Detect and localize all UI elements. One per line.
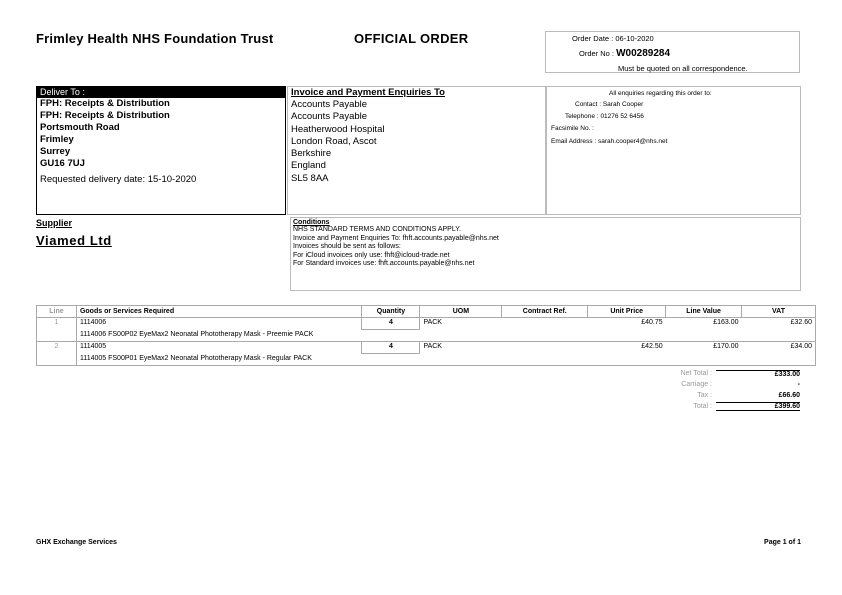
invoice-line: England [291, 160, 326, 172]
net-total-label: Net Total : [680, 370, 712, 377]
supplier-label: Supplier [36, 218, 73, 228]
item-quantity: 4 [362, 318, 420, 330]
tax-value: £66.60 [778, 392, 800, 399]
col-header-unit-price: Unit Price [588, 306, 666, 318]
requested-delivery-date: Requested delivery date: 15-10-2020 [40, 174, 197, 185]
item-uom: PACK [423, 343, 442, 350]
item-line-value: £163.00 [666, 318, 742, 330]
invoice-enquiries-box [287, 86, 546, 215]
col-header-line-value: Line Value [666, 306, 742, 318]
item-contract-ref [502, 318, 588, 330]
carriage-value: - [797, 381, 800, 388]
item-code: 1114005 [79, 343, 107, 350]
conditions-heading: Conditions [293, 219, 330, 226]
invoice-line: Accounts Payable [291, 99, 368, 110]
table-row [37, 342, 816, 354]
tax-label: Tax : [697, 392, 712, 399]
contact-name: Sarah Cooper [602, 101, 644, 108]
table-row-desc [37, 354, 816, 366]
contact-box [546, 86, 801, 215]
item-unit-price: £40.75 [588, 318, 666, 330]
deliver-line: GU16 7UJ [40, 158, 85, 169]
order-date-label: Order Date : [572, 34, 614, 43]
email-label: Email Address : [551, 138, 597, 145]
deliver-line: Portsmouth Road [40, 122, 120, 133]
invoice-line: SL5 8AA [291, 172, 329, 184]
col-header-quantity: Quantity [362, 306, 420, 318]
line-number: 1 [37, 318, 77, 342]
col-header-goods: Goods or Services Required [76, 306, 362, 318]
item-description: 1114006 FS00P02 EyeMax2 Neonatal Phototherapy Mask - Preemie PACK [76, 330, 419, 342]
contact-label: Contact : [575, 101, 602, 108]
item-description: 1114005 FS00P01 EyeMax2 Neonatal Phototherapy Mask - Regular PACK [76, 354, 419, 366]
deliver-line: Surrey [40, 146, 71, 157]
page-number: Page 1 of 1 [764, 539, 801, 546]
invoice-line: Berkshire [291, 148, 332, 160]
deliver-to-heading: Deliver To : [37, 87, 285, 98]
order-date: 06-10-2020 [615, 34, 654, 43]
order-items-table [36, 305, 816, 366]
condition-line: For Standard invoices use: fhft.accounts.payable@nhs.net [293, 260, 475, 267]
col-header-contract-ref: Contract Ref. [502, 306, 588, 318]
line-number: 2 [37, 342, 77, 366]
condition-line: For iCloud invoices only use: fhft@icloud-trade.net [293, 251, 450, 259]
invoice-line: Accounts Payable [291, 111, 368, 123]
net-total-value: £333.00 [716, 370, 800, 378]
order-info-box [545, 31, 800, 73]
condition-line: Invoice and Payment Enquiries To: fhft.accounts.payable@nhs.net [293, 234, 499, 242]
deliver-to-box [36, 86, 286, 215]
item-unit-price: £42.50 [641, 343, 663, 350]
order-number: W00289284 [616, 48, 671, 59]
footer-left: GHX Exchange Services [36, 539, 117, 546]
invoice-heading: Invoice and Payment Enquiries To [291, 87, 445, 98]
conditions-box [290, 217, 801, 291]
total-value: £399.60 [716, 402, 800, 411]
quote-note: Must be quoted on all correspondence. [618, 64, 748, 73]
email-address: sarah.cooper4@nhs.net [597, 138, 668, 145]
deliver-line: FPH: Receipts & Distribution [40, 98, 170, 109]
telephone-label: Telephone : [565, 113, 599, 120]
table-header-row [37, 306, 816, 318]
supplier-name: Viamed Ltd [36, 233, 112, 248]
document-title: OFFICIAL ORDER [354, 31, 469, 46]
item-contract-ref [502, 342, 588, 354]
item-vat: £34.00 [742, 342, 816, 354]
fax-label: Facsimile No. : [551, 125, 594, 132]
item-code: 1114006 [76, 318, 362, 330]
deliver-line: FPH: Receipts & Distribution [40, 110, 170, 121]
col-header-vat: VAT [742, 306, 816, 318]
item-vat: £32.60 [742, 318, 816, 330]
table-row-desc [37, 330, 816, 342]
total-label: Total : [693, 403, 712, 410]
item-line-value: £170.00 [713, 343, 739, 350]
condition-line: NHS STANDARD TERMS AND CONDITIONS APPLY. [293, 226, 461, 233]
item-quantity: 4 [362, 342, 420, 354]
enquiries-note: All enquiries regarding this order to: [609, 90, 712, 97]
col-header-line: Line [37, 306, 77, 318]
invoice-line: Heatherwood Hospital [291, 123, 385, 135]
condition-line: Invoices should be sent as follows: [293, 243, 401, 250]
order-no-label: Order No : [579, 49, 615, 58]
table-row [37, 318, 816, 330]
item-uom: PACK [420, 318, 502, 330]
telephone-number: 01276 52 6456 [600, 113, 644, 120]
organisation-name: Frimley Health NHS Foundation Trust [36, 31, 274, 46]
col-header-uom: UOM [420, 306, 502, 318]
deliver-line: Frimley [40, 134, 74, 145]
carriage-label: Carriage : [681, 381, 712, 388]
invoice-line: London Road, Ascot [291, 135, 377, 147]
